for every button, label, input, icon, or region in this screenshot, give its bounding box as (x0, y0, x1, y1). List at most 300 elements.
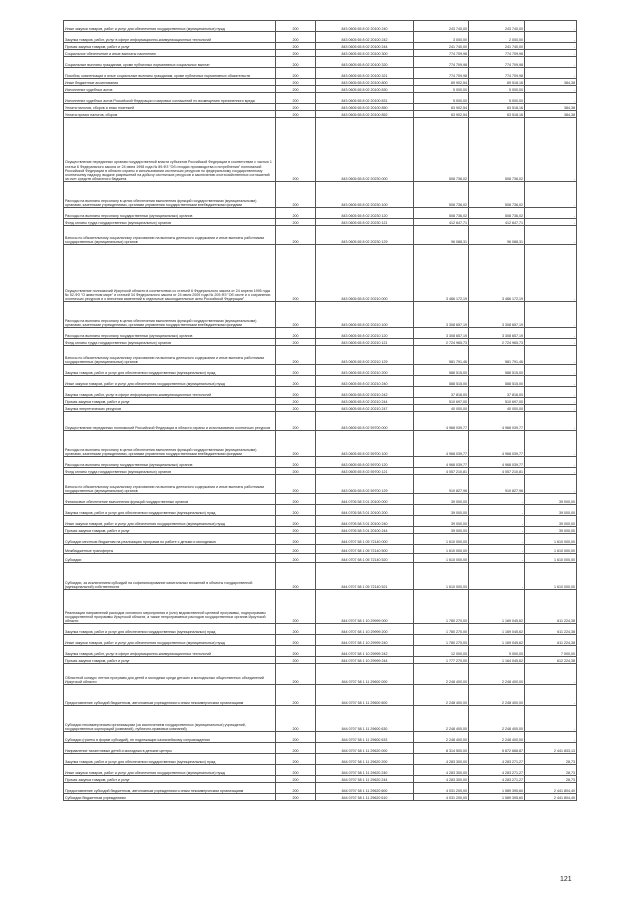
approved-amount-cell: 96 088,31 (414, 226, 469, 245)
unexecuted-amount-cell: - (525, 86, 577, 93)
unexecuted-amount-cell: - (525, 376, 577, 387)
budget-code-cell: 844 0707 58 1 05 72140 000 (316, 534, 414, 545)
approved-amount-cell: 3 000,00 (414, 32, 469, 43)
expense-name-cell: Прочая закупка товаров, работ и услуг (64, 43, 276, 50)
unexecuted-amount-cell: - (525, 21, 577, 32)
budget-code-cell: 844 0707 58 1 05 72140 500 (316, 545, 414, 554)
unexecuted-amount-cell: - (525, 68, 577, 79)
approved-amount-cell: 5 000,00 (414, 93, 469, 104)
approved-amount-cell: 37 816,00 (414, 387, 469, 398)
line-code-cell: 200 (276, 405, 316, 412)
expense-name-cell: Субсидии некоммерческим организациям (за исключением государственных (муниципальных) учреждений, государственных корпораций (компаний), публично-правовых компаний) (64, 706, 276, 732)
table-row (64, 226, 577, 245)
budget-code-cell: 843 0605 65 8 02 59700 100 (316, 431, 414, 457)
expense-name-cell: Социальные выплаты гражданам, кроме публичных нормативных социальных выплат (64, 57, 276, 68)
budget-code-cell: 844 0707 58 1 05 72140 520 (316, 554, 414, 563)
executed-amount-cell: 1 169 045,62 (469, 624, 525, 635)
line-code-cell: 200 (276, 794, 316, 801)
expense-name-cell: Направление талантливых детей и молодежи в детские центры (64, 743, 276, 754)
approved-amount-cell: 8 314 500,00 (414, 743, 469, 754)
approved-amount-cell: 12 000,00 (414, 646, 469, 657)
approved-amount-cell: 3 308 657,19 (414, 302, 469, 328)
table-row (64, 346, 577, 365)
budget-code-cell: 843 0605 65 8 02 20230 100 (316, 182, 414, 208)
budget-code-cell: 843 0605 65 8 02 20210 240 (316, 376, 414, 387)
budget-code-cell: 844 0707 58 1 11 29620 244 (316, 776, 414, 783)
table-row (64, 412, 577, 431)
unexecuted-amount-cell: - (525, 431, 577, 457)
budget-code-cell: 843 0605 65 8 02 20210 120 (316, 328, 414, 339)
line-code-cell: 200 (276, 657, 316, 664)
expense-name-cell: Иные закупки товаров, работ и услуг для обеспечения государственных (муниципальных) нужд (64, 765, 276, 776)
executed-amount-cell: 4 057 210,81 (469, 468, 525, 475)
executed-amount-cell: 1 164 045,62 (469, 657, 525, 664)
line-code-cell: 200 (276, 43, 316, 50)
line-code-cell: 200 (276, 412, 316, 431)
budget-code-cell: 843 0605 65 8 02 20210 129 (316, 346, 414, 365)
approved-amount-cell: 588 515,00 (414, 376, 469, 387)
table-row (64, 339, 577, 346)
expense-name-cell: Уплата прочих налогов, сборов (64, 111, 276, 118)
table-row (64, 57, 577, 68)
approved-amount-cell: 1 780 270,00 (414, 624, 469, 635)
table-row (64, 43, 577, 50)
expense-name-cell: Субсидии бюджетным учреждениям (64, 794, 276, 801)
table-row (64, 118, 577, 182)
line-code-cell: 200 (276, 226, 316, 245)
budget-code-cell: 843 0605 65 8 02 20100 242 (316, 32, 414, 43)
executed-amount-cell: 2 248 400,00 (469, 732, 525, 743)
approved-amount-cell: 510 697,00 (414, 398, 469, 405)
line-code-cell: 200 (276, 79, 316, 86)
expense-name-cell: Фонд оплаты труда государственных (муниципальных) органов (64, 339, 276, 346)
table-row (64, 664, 577, 685)
unexecuted-amount-cell: 384,38 (525, 79, 577, 86)
budget-execution-table (63, 20, 577, 801)
approved-amount-cell: 2 248 400,00 (414, 685, 469, 706)
executed-amount-cell: 774 709,98 (469, 57, 525, 68)
unexecuted-amount-cell: 1 610 000,00 (525, 554, 577, 563)
expense-name-cell: Прочая закупка товаров, работ и услуг (64, 776, 276, 783)
budget-code-cell: 843 0605 65 8 02 20100 244 (316, 43, 414, 50)
budget-code-cell: 843 0605 65 8 02 20100 321 (316, 68, 414, 79)
executed-amount-cell: 96 088,31 (469, 226, 525, 245)
table-row (64, 208, 577, 219)
expense-name-cell: Уплата налогов, сборов и иных платежей (64, 104, 276, 111)
table-row (64, 104, 577, 111)
table-row (64, 302, 577, 328)
approved-amount-cell: 3 308 657,19 (414, 328, 469, 339)
expense-name-cell: Взносы по обязательному социальному страхованию на выплаты денежного содержания и иные выплаты работникам государственных (муниципальных) органов (64, 226, 276, 245)
unexecuted-amount-cell: 2 441 804,40 (525, 794, 577, 801)
budget-code-cell: 843 0605 65 8 02 20230 121 (316, 219, 414, 226)
executed-amount-cell: 4 283 271,27 (469, 765, 525, 776)
executed-amount-cell: 5 000,00 (469, 93, 525, 104)
expense-name-cell: Закупка товаров, работ и услуг для обеспечения государственных (муниципальных) нужд (64, 365, 276, 376)
budget-code-cell: 844 0705 58 3 01 20100 244 (316, 527, 414, 534)
table-body (64, 21, 577, 801)
expense-name-cell: Исполнение судебных актов Российской Федерации и мировых соглашений по возмещению причиненного вреда (64, 93, 276, 104)
line-code-cell: 200 (276, 494, 316, 505)
executed-amount-cell: 581 791,46 (469, 346, 525, 365)
line-code-cell: 200 (276, 468, 316, 475)
budget-code-cell: 844 0707 58 1 11 29620 610 (316, 794, 414, 801)
line-code-cell: 200 (276, 245, 316, 302)
unexecuted-amount-cell: - (525, 93, 577, 104)
budget-code-cell: 843 0605 65 8 02 20210 100 (316, 302, 414, 328)
budget-code-cell: 844 0707 58 1 10 29999 242 (316, 646, 414, 657)
approved-amount-cell: 508 736,02 (414, 208, 469, 219)
unexecuted-amount-cell: - (525, 219, 577, 226)
unexecuted-amount-cell: 39 000,00 (525, 527, 577, 534)
executed-amount-cell: 5 000,00 (469, 646, 525, 657)
budget-code-cell: 844 0707 58 1 11 29600 630 (316, 706, 414, 732)
budget-code-cell: 843 0605 65 8 02 59700 121 (316, 468, 414, 475)
unexecuted-amount-cell: - (525, 32, 577, 43)
expense-name-cell: Расходы на выплаты персоналу государственных (муниципальных) органов (64, 328, 276, 339)
approved-amount-cell: 2 248 400,00 (414, 664, 469, 685)
unexecuted-amount-cell: - (525, 685, 577, 706)
unexecuted-amount-cell: 7 000,00 (525, 646, 577, 657)
expense-name-cell: Субсидии (гранты в форме субсидий), не подлежащие казначейскому сопровождению (64, 732, 276, 743)
budget-code-cell: 843 0605 65 8 02 20230 000 (316, 118, 414, 182)
line-code-cell: 200 (276, 346, 316, 365)
expense-name-cell: Осуществление полномочий Иркутской области в соответствии со статьей 6 Федерального закона от 24 апреля 1995 года № 52-ФЗ "О животном мире" и статьей 34 Федерального закона от 24 июля 2009 года № 209-ФЗ "Об охоте и о сохранении охотничьих ресурсов и о внесении изменений в отдельные законодательные акты Российской Федерации" (64, 245, 276, 302)
table-row (64, 21, 577, 32)
unexecuted-amount-cell: - (525, 664, 577, 685)
unexecuted-amount-cell: 611 224,38 (525, 635, 577, 646)
table-row (64, 783, 577, 794)
unexecuted-amount-cell: 2 441 833,13 (525, 743, 577, 754)
approved-amount-cell: 69 902,54 (414, 79, 469, 86)
line-code-cell: 200 (276, 219, 316, 226)
executed-amount-cell: - (469, 534, 525, 545)
line-code-cell: 200 (276, 398, 316, 405)
executed-amount-cell: - (469, 554, 525, 563)
unexecuted-amount-cell: - (525, 387, 577, 398)
budget-code-cell: 843 0605 65 8 02 20100 830 (316, 86, 414, 93)
table-row (64, 376, 577, 387)
expense-name-cell: Расходы на выплаты персоналу государственных (муниципальных) органов (64, 208, 276, 219)
page-number: 121 (560, 876, 572, 883)
approved-amount-cell: 4 968 039,77 (414, 431, 469, 457)
executed-amount-cell: 69 518,16 (469, 79, 525, 86)
line-code-cell: 200 (276, 111, 316, 118)
approved-amount-cell: 4 057 210,81 (414, 468, 469, 475)
expense-name-cell: Предоставление субсидий бюджетным, автономным учреждениям и иным некоммерческим организациям (64, 685, 276, 706)
table-row (64, 68, 577, 79)
line-code-cell: 200 (276, 104, 316, 111)
expense-name-cell: Закупка товаров, работ и услуг для обеспечения государственных (муниципальных) нужд (64, 505, 276, 516)
unexecuted-amount-cell: 384,38 (525, 111, 577, 118)
unexecuted-amount-cell: - (525, 226, 577, 245)
budget-code-cell: 843 0605 65 8 02 20100 240 (316, 21, 414, 32)
table-row (64, 328, 577, 339)
line-code-cell: 200 (276, 32, 316, 43)
budget-code-cell: 844 0707 58 1 11 29620 200 (316, 754, 414, 765)
executed-amount-cell: 2 000,00 (469, 32, 525, 43)
approved-amount-cell: 5 000,00 (414, 86, 469, 93)
expense-name-cell: Субсидии местным бюджетам на реализацию программ по работе с детьми и молодежью (64, 534, 276, 545)
unexecuted-amount-cell: 39 000,00 (525, 516, 577, 527)
approved-amount-cell: 1 610 000,00 (414, 545, 469, 554)
budget-code-cell: 843 0605 65 8 02 20100 300 (316, 50, 414, 57)
approved-amount-cell: 243 740,00 (414, 21, 469, 32)
unexecuted-amount-cell: 1 610 000,00 (525, 545, 577, 554)
executed-amount-cell: - (469, 527, 525, 534)
budget-code-cell: 844 0707 58 1 11 29600 600 (316, 685, 414, 706)
table-row (64, 79, 577, 86)
line-code-cell: 200 (276, 339, 316, 346)
approved-amount-cell: 39 000,00 (414, 527, 469, 534)
expense-name-cell: Областной конкурс летних программ для детей и молодежи среди детских и молодежных общественных объединений Иркутской области (64, 664, 276, 685)
expense-name-cell: Фонд оплаты труда государственных (муниципальных) органов (64, 468, 276, 475)
approved-amount-cell: 4 283 300,00 (414, 754, 469, 765)
table-row (64, 93, 577, 104)
budget-code-cell: 843 0605 65 8 02 20210 000 (316, 245, 414, 302)
executed-amount-cell: - (469, 505, 525, 516)
expense-name-cell: Расходы на выплаты персоналу в целях обеспечения выполнения функций государственными (муниципальными) органами, казенными учреждениями, органами управления государственными внебюджетными фондами (64, 431, 276, 457)
table-row (64, 765, 577, 776)
executed-amount-cell: 910 827,96 (469, 475, 525, 494)
line-code-cell: 200 (276, 590, 316, 624)
line-code-cell: 200 (276, 68, 316, 79)
expense-name-cell: Осуществление переданных полномочий Российской Федерации в области охраны и использования охотничьих ресурсов (64, 412, 276, 431)
line-code-cell: 200 (276, 754, 316, 765)
budget-code-cell: 843 0605 65 8 02 20100 800 (316, 79, 414, 86)
executed-amount-cell: 3 466 172,19 (469, 245, 525, 302)
approved-amount-cell: 39 000,00 (414, 505, 469, 516)
line-code-cell: 200 (276, 302, 316, 328)
unexecuted-amount-cell: - (525, 118, 577, 182)
line-code-cell: 200 (276, 545, 316, 554)
executed-amount-cell: 2 724 965,73 (469, 339, 525, 346)
executed-amount-cell: 5 872 668,87 (469, 743, 525, 754)
line-code-cell: 200 (276, 387, 316, 398)
executed-amount-cell: 588 515,00 (469, 376, 525, 387)
unexecuted-amount-cell: - (525, 405, 577, 412)
line-code-cell: 200 (276, 21, 316, 32)
table-row (64, 545, 577, 554)
table-row (64, 245, 577, 302)
line-code-cell: 200 (276, 624, 316, 635)
executed-amount-cell: 508 736,02 (469, 118, 525, 182)
approved-amount-cell: 774 709,98 (414, 50, 469, 57)
expense-name-cell: Расходы на выплаты персоналу государственных (муниципальных) органов (64, 457, 276, 468)
executed-amount-cell: 2 248 400,00 (469, 664, 525, 685)
budget-code-cell: 843 0605 65 8 02 20100 850 (316, 104, 414, 111)
executed-amount-cell: 37 816,00 (469, 387, 525, 398)
unexecuted-amount-cell: - (525, 365, 577, 376)
approved-amount-cell: 581 791,46 (414, 346, 469, 365)
table-row (64, 590, 577, 624)
unexecuted-amount-cell: 2 441 804,40 (525, 783, 577, 794)
line-code-cell: 200 (276, 554, 316, 563)
unexecuted-amount-cell: - (525, 57, 577, 68)
expense-name-cell: Иные закупки товаров, работ и услуг для обеспечения государственных (муниципальных) нужд (64, 516, 276, 527)
table-row (64, 527, 577, 534)
line-code-cell: 200 (276, 86, 316, 93)
expense-name-cell: Закупка товаров, работ, услуг в сфере информационно-коммуникационных технологий (64, 32, 276, 43)
expense-name-cell: Предоставление субсидий бюджетным, автономным учреждениям и иным некоммерческим организациям (64, 783, 276, 794)
expense-name-cell: Взносы по обязательному социальному страхованию на выплаты денежного содержания и иные выплаты работникам государственных (муниципальных) органов (64, 346, 276, 365)
expense-name-cell: Иные закупки товаров, работ и услуг для обеспечения государственных (муниципальных) нужд (64, 376, 276, 387)
executed-amount-cell: 5 000,00 (469, 86, 525, 93)
table-row (64, 563, 577, 590)
table-row (64, 457, 577, 468)
approved-amount-cell: 1 780 270,00 (414, 590, 469, 624)
expense-name-cell: Субсидии (64, 554, 276, 563)
unexecuted-amount-cell: - (525, 50, 577, 57)
executed-amount-cell: 1 589 395,60 (469, 783, 525, 794)
line-code-cell: 200 (276, 534, 316, 545)
budget-code-cell: 844 0707 58 1 10 29999 200 (316, 624, 414, 635)
line-code-cell: 200 (276, 664, 316, 685)
table-row (64, 398, 577, 405)
expense-name-cell: Финансовое обеспечение выполнения функций государственных органов (64, 494, 276, 505)
expense-name-cell: Фонд оплаты труда государственных (муниципальных) органов (64, 219, 276, 226)
expense-name-cell: Иные закупки товаров, работ и услуг для обеспечения государственных (муниципальных) нужд (64, 21, 276, 32)
table-row (64, 505, 577, 516)
unexecuted-amount-cell: - (525, 302, 577, 328)
line-code-cell: 200 (276, 376, 316, 387)
table-row (64, 219, 577, 226)
unexecuted-amount-cell: 1 610 000,00 (525, 563, 577, 590)
approved-amount-cell: 4 968 039,77 (414, 457, 469, 468)
approved-amount-cell: 241 740,00 (414, 43, 469, 50)
expense-name-cell: Пособия, компенсации и иные социальные выплаты гражданам, кроме публичных нормативных обязательств (64, 68, 276, 79)
approved-amount-cell: 1 610 000,00 (414, 534, 469, 545)
expense-name-cell: Закупка товаров, работ и услуг для обеспечения государственных (муниципальных) нужд (64, 624, 276, 635)
expense-name-cell: Взносы по обязательному социальному страхованию на выплаты денежного содержания и иные выплаты работникам государственных (муниципальных) органов (64, 475, 276, 494)
executed-amount-cell: 508 736,02 (469, 208, 525, 219)
approved-amount-cell: 2 248 400,00 (414, 706, 469, 732)
budget-code-cell: 844 0707 58 1 11 29600 000 (316, 664, 414, 685)
table-row (64, 111, 577, 118)
executed-amount-cell: 510 697,00 (469, 398, 525, 405)
expense-name-cell: Осуществление переданных органам государственной власти субъектов Российской Федерации в соответствии с частью 1 статьи 6 Федерального закона от 24 июня 1998 года № 89-ФЗ "Об отходах производства и потребления" полномочий Российской Федерации в области охраны и использования охотничьих ресурсов по федеральному государственному охотничьему надзору, выдаче разрешений на добычу охотничьих ресурсов и заключению охотхозяйственных соглашений за счет средств областного бюджета (64, 118, 276, 182)
approved-amount-cell: 2 248 400,00 (414, 732, 469, 743)
line-code-cell: 200 (276, 563, 316, 590)
executed-amount-cell: 588 515,00 (469, 365, 525, 376)
budget-code-cell: 844 0707 58 1 11 29620 240 (316, 765, 414, 776)
approved-amount-cell: 63 902,54 (414, 104, 469, 111)
expense-name-cell: Прочая закупка товаров, работ и услуг (64, 657, 276, 664)
budget-code-cell: 843 0605 65 8 02 20100 320 (316, 57, 414, 68)
line-code-cell: 200 (276, 706, 316, 732)
unexecuted-amount-cell: - (525, 398, 577, 405)
expense-name-cell: Закупка товаров, работ и услуг для обеспечения государственных (муниципальных) нужд (64, 754, 276, 765)
expense-name-cell: Реализация направлений расходов основного мероприятия и (или) ведомственной целевой программы, подпрограммы государственной программы Иркутской области, а также непрограммных расходов государственных органов Иркутской области (64, 590, 276, 624)
approved-amount-cell: 412 647,71 (414, 219, 469, 226)
executed-amount-cell: 243 740,00 (469, 21, 525, 32)
unexecuted-amount-cell: - (525, 475, 577, 494)
approved-amount-cell: 2 724 965,73 (414, 339, 469, 346)
table-row (64, 468, 577, 475)
approved-amount-cell: 3 466 172,19 (414, 245, 469, 302)
executed-amount-cell: - (469, 545, 525, 554)
executed-amount-cell: 63 518,16 (469, 104, 525, 111)
approved-amount-cell: 63 902,54 (414, 111, 469, 118)
expense-name-cell: Расходы на выплаты персоналу в целях обеспечения выполнения функций государственными (муниципальными) органами, казенными учреждениями, органами управления государственными внебюджетными фондами (64, 182, 276, 208)
unexecuted-amount-cell: 39 000,00 (525, 494, 577, 505)
budget-code-cell: 843 0605 65 8 02 59700 129 (316, 475, 414, 494)
approved-amount-cell: 39 000,00 (414, 494, 469, 505)
table-row (64, 646, 577, 657)
table-row (64, 657, 577, 664)
table-row (64, 50, 577, 57)
expense-name-cell: Закупка товаров, работ, услуг в сфере информационно-коммуникационных технологий (64, 387, 276, 398)
budget-code-cell: 844 0705 58 3 01 20100 200 (316, 505, 414, 516)
unexecuted-amount-cell: 28,73 (525, 765, 577, 776)
line-code-cell: 200 (276, 365, 316, 376)
unexecuted-amount-cell: - (525, 732, 577, 743)
line-code-cell: 200 (276, 765, 316, 776)
budget-code-cell: 843 0605 65 8 02 20210 247 (316, 405, 414, 412)
table-row (64, 624, 577, 635)
unexecuted-amount-cell: 612 224,38 (525, 657, 577, 664)
approved-amount-cell: 39 000,00 (414, 516, 469, 527)
budget-code-cell: 843 0605 65 8 02 59700 120 (316, 457, 414, 468)
table-row (64, 685, 577, 706)
budget-code-cell: 844 0707 58 1 10 29999 240 (316, 635, 414, 646)
executed-amount-cell: 4 968 039,77 (469, 457, 525, 468)
line-code-cell: 200 (276, 635, 316, 646)
expense-name-cell: Исполнение судебных актов (64, 86, 276, 93)
table-row (64, 706, 577, 732)
table-row (64, 475, 577, 494)
unexecuted-amount-cell: - (525, 346, 577, 365)
approved-amount-cell: 508 736,02 (414, 182, 469, 208)
table-row (64, 554, 577, 563)
expense-name-cell: Прочая закупка товаров, работ и услуг (64, 398, 276, 405)
line-code-cell: 200 (276, 431, 316, 457)
line-code-cell: 200 (276, 328, 316, 339)
line-code-cell: 200 (276, 685, 316, 706)
expense-name-cell: Закупка товаров, работ, услуг в сфере информационно-коммуникационных технологий (64, 646, 276, 657)
line-code-cell: 200 (276, 208, 316, 219)
approved-amount-cell: 1 780 270,00 (414, 635, 469, 646)
budget-code-cell: 844 0707 58 1 11 29600 633 (316, 732, 414, 743)
budget-code-cell: 843 0605 65 8 02 20210 242 (316, 387, 414, 398)
table-row (64, 365, 577, 376)
line-code-cell: 200 (276, 776, 316, 783)
executed-amount-cell: 241 740,00 (469, 43, 525, 50)
expense-name-cell: Закупка энергетических ресурсов (64, 405, 276, 412)
table-row (64, 86, 577, 93)
expense-name-cell: Социальное обеспечение и иные выплаты населению (64, 50, 276, 57)
expense-name-cell: Расходы на выплаты персоналу в целях обеспечения выполнения функций государственными (муниципальными) органами, казенными учреждениями, органами управления государственными внебюджетными фондами (64, 302, 276, 328)
line-code-cell: 200 (276, 50, 316, 57)
budget-code-cell: 844 0707 58 1 10 29999 244 (316, 657, 414, 664)
unexecuted-amount-cell: - (525, 43, 577, 50)
unexecuted-amount-cell: 384,38 (525, 104, 577, 111)
table-row (64, 387, 577, 398)
expense-name-cell: Иные закупки товаров, работ и услуг для обеспечения государственных (муниципальных) нужд (64, 635, 276, 646)
approved-amount-cell: 508 736,02 (414, 118, 469, 182)
table-row (64, 635, 577, 646)
unexecuted-amount-cell: - (525, 208, 577, 219)
line-code-cell: 200 (276, 93, 316, 104)
executed-amount-cell: - (469, 563, 525, 590)
unexecuted-amount-cell: 28,73 (525, 754, 577, 765)
approved-amount-cell: 910 827,96 (414, 475, 469, 494)
line-code-cell: 200 (276, 646, 316, 657)
line-code-cell: 200 (276, 182, 316, 208)
unexecuted-amount-cell: - (525, 457, 577, 468)
budget-code-cell: 843 0605 65 8 02 20210 200 (316, 365, 414, 376)
approved-amount-cell: 1 610 000,00 (414, 563, 469, 590)
